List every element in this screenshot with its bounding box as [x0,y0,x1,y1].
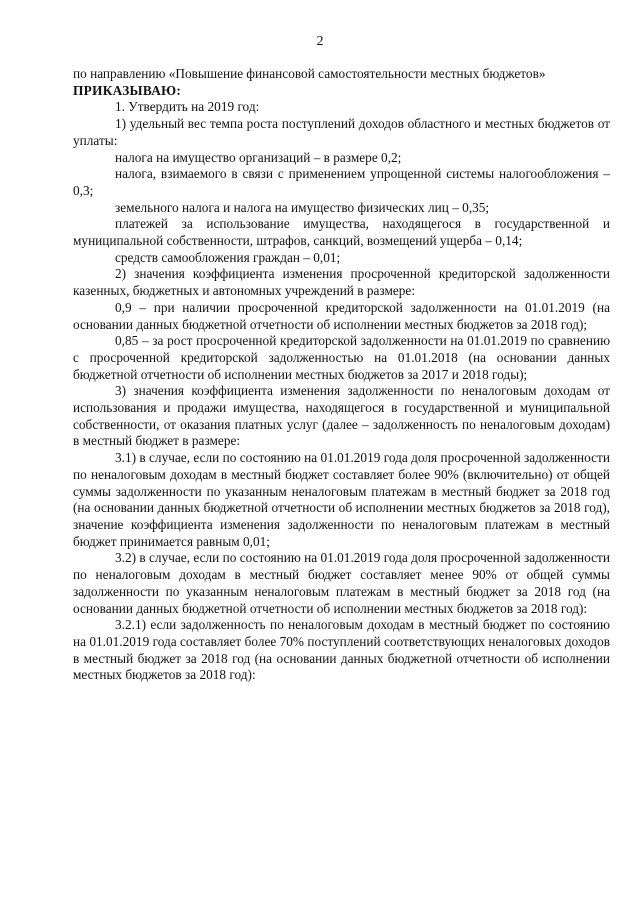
paragraph: 3.1) в случае, если по состоянию на 01.01.2019 года доля просроченной задолженности по неналоговым доходам в местный бюджет составляет более 90% (включительно) от общей суммы задолженности по указанным неналоговым платежам в местный бюджет за 2018 год (на основании данных бюджетной отчетности об исполнении местных бюджетов за 2018 год), значение коэффициента изменения задолженности по неналоговым платежам в местный бюджет принимается равным 0,01; [73,450,610,549]
paragraph: 3.2.1) если задолженность по неналоговым доходам в местный бюджет по состоянию на 01.01.2019 года составляет более 70% поступлений соответствующих неналоговых доходов в местный бюджет за 2018 год (на основании данных бюджетной отчетности об исполнении местных бюджетов за 2018 год): [73,617,610,683]
page-number: 2 [316,34,324,49]
paragraph: земельного налога и налога на имущество физических лиц – 0,35; [115,199,490,215]
order-heading: ПРИКАЗЫВАЮ: [73,82,182,98]
paragraph: платежей за использование имущества, находящегося в государственной и муниципальной собственности, штрафов, санкций, возмещений ущерба – 0,14; [73,216,610,249]
paragraph: средств самообложения граждан – 0,01; [115,249,341,265]
paragraph: 0,85 – за рост просроченной кредиторской задолженности на 01.01.2019 по сравнению с просроченной кредиторской задолженностью на 01.01.2018 (на основании данных бюджетной отчетности об исполнении местных бюджетов за 2017 и 2018 годы); [73,333,610,382]
paragraph: 1. Утвердить на 2019 год: [115,99,260,115]
paragraph: 2) значения коэффициента изменения просроченной кредиторской задолженности казенных, бюджетных и автономных учреждений в размере: [73,266,610,299]
document-body [73,66,610,684]
paragraph: 3.2) в случае, если по состоянию на 01.01.2019 года доля просроченной задолженности по неналоговым доходам в местный бюджет составляет менее 90% от общей суммы задолженности по указанным неналоговым платежам в местный бюджет за 2018 год (на основании данных бюджетной отчетности об исполнении местных бюджетов за 2018 год): [73,550,610,616]
paragraph: 1) удельный вес темпа роста поступлений доходов областного и местных бюджетов от уплаты: [73,116,610,148]
paragraph: налога, взимаемого в связи с применением упрощенной системы налогообложения – 0,3; [73,166,610,198]
paragraph: по направлению «Повышение финансовой самостоятельности местных бюджетов» [73,66,546,81]
paragraph: 3) значения коэффициента изменения задолженности по неналоговым доходам от использования и продажи имущества, находящегося в государственной и муниципальной собственности, от оказания платных услуг (далее – задолженность по неналоговым доходам) в местный бюджет в размере: [73,383,610,449]
paragraph: налога на имущество организаций – в размере 0,2; [115,149,402,165]
paragraph: 0,9 – при наличии просроченной кредиторской задолженности на 01.01.2019 (на основании данных бюджетной отчетности об исполнении местных бюджетов за 2018 год); [73,299,610,332]
